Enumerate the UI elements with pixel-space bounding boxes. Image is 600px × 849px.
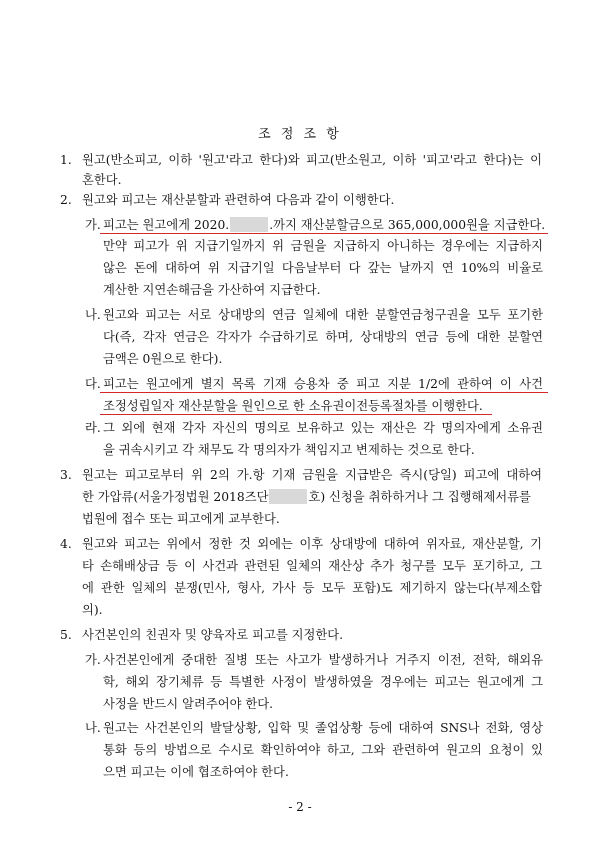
item-2b-number: 나. xyxy=(85,308,101,322)
item-2c-line-2: 조정성립일자 재산분할을 원인으로 한 소유권이전등록절차를 이행한다. xyxy=(103,399,483,413)
item-5a-number: 가. xyxy=(85,653,101,667)
item-4-line-3: 에 관한 일체의 분쟁(민사, 형사, 가사 등 모두 포함)도 제기하지 않는다(부제소합 xyxy=(82,581,542,595)
item-2a-line-3: 않은 돈에 대하여 위 지급기일 다음날부터 다 갚는 날까지 연 10%의 비율로 xyxy=(103,261,543,275)
item-3-line-2 xyxy=(82,487,531,507)
item-5b-line-3: 으면 피고는 이에 협조하여야 한다. xyxy=(103,765,289,779)
item-3-line-2-part-b: 호) 신청을 취하하거나 그 집행해제서류를 xyxy=(308,490,531,504)
item-2a-number: 가. xyxy=(85,218,101,232)
item-3-line-1: 원고는 피고로부터 위 2의 가.항 기재 금원을 지급받은 즉시(당일) 피고에 대하여 xyxy=(82,468,542,482)
item-2a-line-4: 계산한 지연손해금을 가산하여 지급한다. xyxy=(103,283,321,297)
item-2d-line-2: 을 귀속시키고 각 채무도 각 명의자가 책임지고 변제하는 것으로 한다. xyxy=(103,443,475,457)
item-1-line-2: 혼한다. xyxy=(82,173,122,187)
red-underline xyxy=(100,414,492,415)
item-2c-line-1: 피고는 원고에게 별지 목록 기재 승용차 중 피고 지분 1/2에 관하여 이 사건 xyxy=(103,377,543,391)
item-5a-line-1: 사건본인에게 중대한 질병 또는 사고가 발생하거나 거주지 이전, 전학, 해외유 xyxy=(103,653,543,667)
item-2-number: 2. xyxy=(60,193,72,207)
item-5b-line-1: 원고는 사건본인의 발달상황, 입학 및 졸업상황 등에 대하여 SNS나 전화, 영상 xyxy=(103,721,543,735)
item-2b-line-1: 원고와 피고는 서로 상대방의 연금 일체에 대한 분할연금청구권을 모두 포기한 xyxy=(103,308,543,322)
red-underline xyxy=(100,233,548,234)
item-4-line-4: 의). xyxy=(82,603,103,617)
item-1-number: 1. xyxy=(60,153,72,167)
item-4-number: 4. xyxy=(60,537,72,551)
item-2b-line-2: 다(즉, 각자 연금은 각자가 수급하기로 하며, 상대방의 연금 등에 대한 분할연 xyxy=(103,330,543,344)
item-2d-line-1: 그 외에 현재 각자 자신의 명의로 보유하고 있는 재산은 각 명의자에게 소유권 xyxy=(103,421,543,435)
redaction-box xyxy=(269,489,307,504)
item-4-line-1: 원고와 피고는 위에서 정한 것 외에는 이후 상대방에 대하여 위자료, 재산분할, 기 xyxy=(82,537,542,551)
item-2b-line-3: 금액은 0원으로 한다). xyxy=(103,352,223,366)
item-3-line-3: 법원에 접수 또는 피고에게 교부한다. xyxy=(82,512,280,526)
item-5b-number: 나. xyxy=(85,721,101,735)
item-2a-line-2: 만약 피고가 위 지급기일까지 위 금원을 지급하지 아니하는 경우에는 지급하지 xyxy=(103,239,543,253)
item-5a-line-3: 사정을 반드시 알려주어야 한다. xyxy=(103,697,274,711)
item-2a-line-1-part-b: .까지 재산분할금으로 365,000,000원을 지급한다. xyxy=(269,218,546,232)
item-4-line-2: 타 손해배상금 등 이 사건과 관련된 일체의 재산상 추가 청구를 모두 포기하고, 그 xyxy=(82,559,542,573)
item-1-line-1: 원고(반소피고, 이하 '원고'라고 한다)와 피고(반소원고, 이하 '피고'라고 한다)는 이 xyxy=(82,153,542,167)
item-5-line-1: 사건본인의 친권자 및 양육자로 피고를 지정한다. xyxy=(82,628,344,642)
redaction-box xyxy=(230,217,268,232)
document-title: 조 정 조 항 xyxy=(258,127,342,142)
red-underline xyxy=(100,392,548,393)
item-3-number: 3. xyxy=(60,468,72,482)
item-2a-line-1 xyxy=(103,215,545,235)
item-5-number: 5. xyxy=(60,628,72,642)
item-3-line-2-part-a: 한 가압류(서울가정법원 2018즈단 xyxy=(82,490,269,504)
item-5a-line-2: 학, 해외 장기체류 등 특별한 사정이 발생하였을 경우에는 피고는 원고에게 그 xyxy=(103,675,543,689)
item-2a-line-1-part-a: 피고는 원고에게 2020. xyxy=(103,218,230,232)
item-2c-number: 다. xyxy=(85,377,101,391)
page-number: - 2 - xyxy=(288,800,312,814)
item-2-line-1: 원고와 피고는 재산분할과 관련하여 다음과 같이 이행한다. xyxy=(82,193,395,207)
item-5b-line-2: 통화 등의 방법으로 수시로 확인하여야 하고, 그와 관련하여 원고의 요청이 있 xyxy=(103,743,543,757)
item-2d-number: 라. xyxy=(85,421,101,435)
